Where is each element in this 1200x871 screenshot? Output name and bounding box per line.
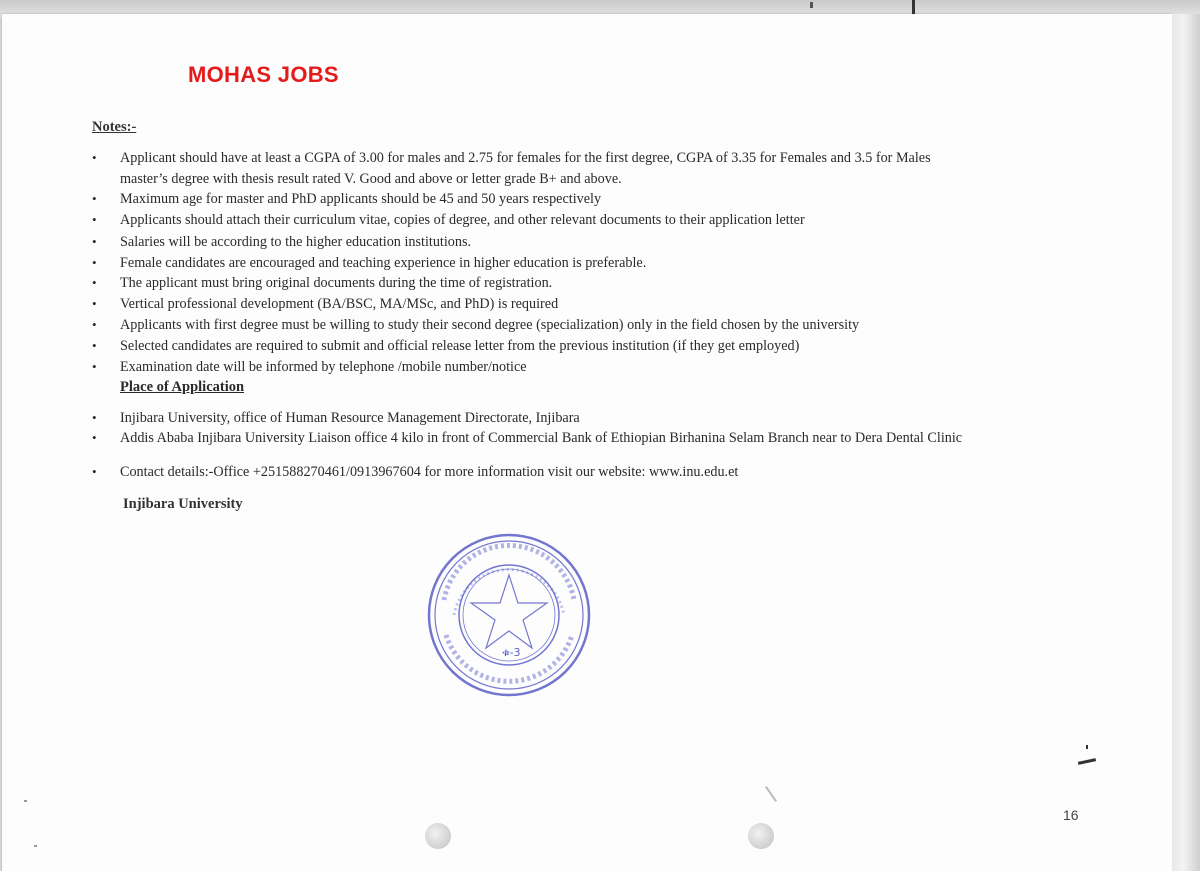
punch-hole xyxy=(425,823,451,849)
bullet-icon: • xyxy=(92,191,97,206)
bullet-icon: • xyxy=(92,410,97,425)
scan-speck xyxy=(24,800,27,802)
bullet-icon: • xyxy=(92,212,97,227)
page-edge xyxy=(1172,14,1200,871)
bullet-icon: • xyxy=(92,296,97,311)
scan-mark xyxy=(810,2,813,8)
page-number: 16 xyxy=(1063,807,1079,823)
university-signature: Injibara University xyxy=(123,496,243,512)
scan-speck xyxy=(1086,745,1088,749)
punch-hole xyxy=(748,823,774,849)
brand-title: MOHAS JOBS xyxy=(188,62,339,87)
bullet-icon: • xyxy=(92,150,97,165)
seal-label: ቁ-3 xyxy=(502,646,521,659)
official-seal-icon xyxy=(424,530,594,700)
notes-heading: Notes:- xyxy=(92,119,137,135)
bullet-icon: • xyxy=(92,317,97,332)
place-of-application-heading: Place of Application xyxy=(120,379,245,395)
bullet-icon: • xyxy=(92,234,97,249)
bullet-icon: • xyxy=(92,275,97,290)
bullet-icon: • xyxy=(92,430,97,445)
bullet-icon: • xyxy=(92,464,97,479)
bullet-icon: • xyxy=(92,255,97,270)
bullet-icon: • xyxy=(92,359,97,374)
bullet-icon: • xyxy=(92,338,97,353)
scan-speck xyxy=(34,845,37,847)
